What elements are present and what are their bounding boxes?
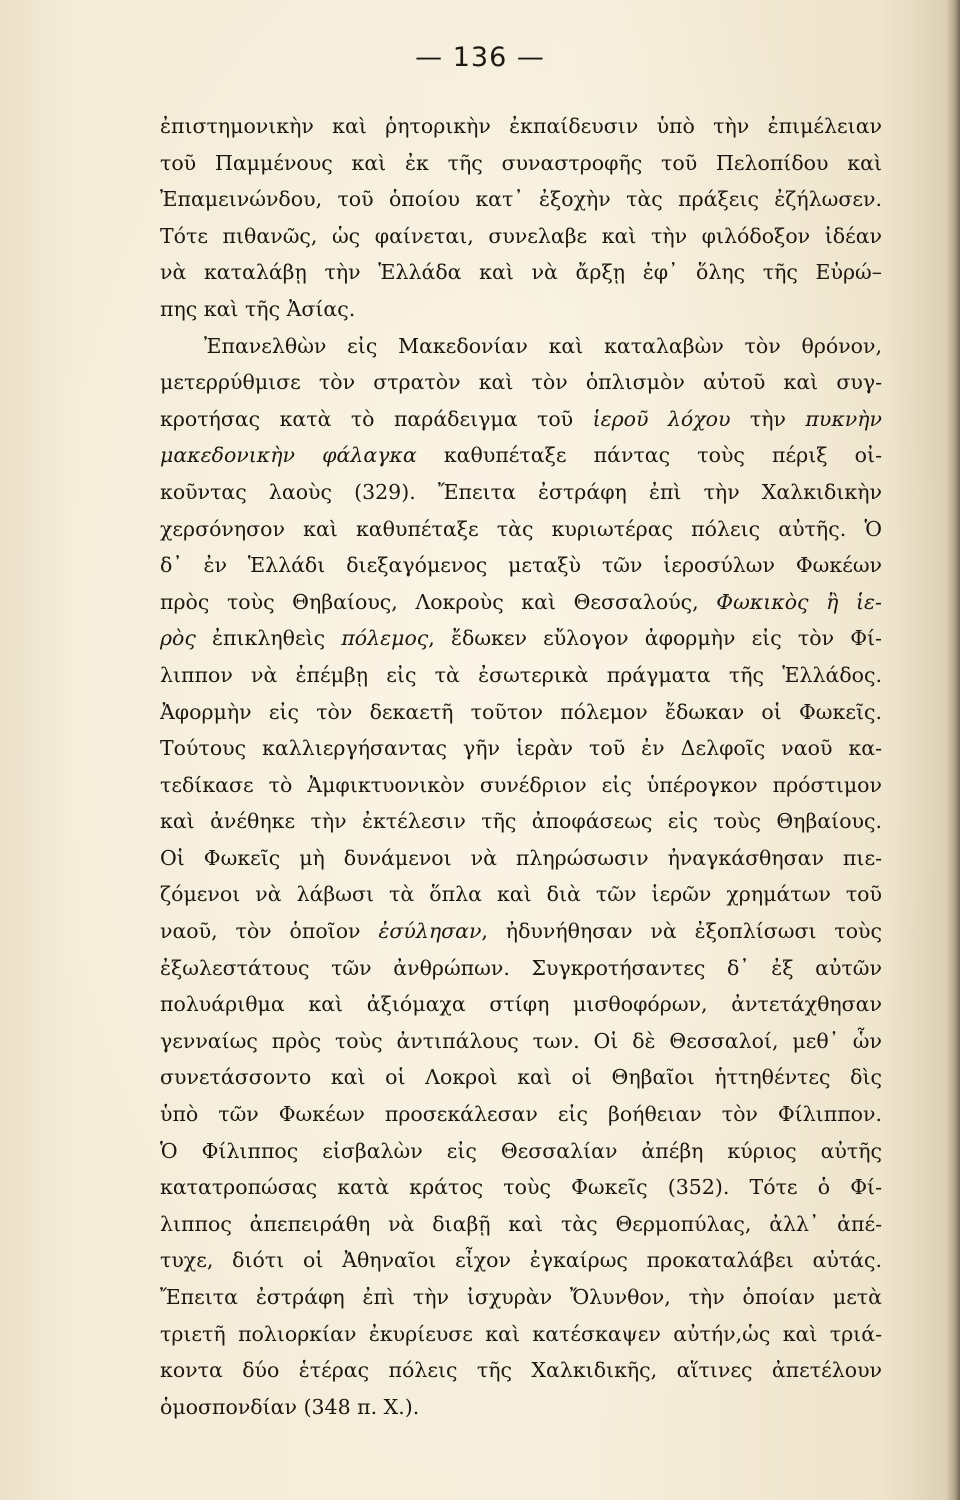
text-line — [160, 1023, 882, 1060]
text-run: καθυπέταξε πάντας τοὺς πέριξ οἰ- — [416, 443, 882, 468]
text-run: τεδίκασε τὸ Ἀμφικτυονικὸν συνέδριον εἰς ὑπέρογκον πρόστιμον — [160, 772, 882, 797]
text-line — [160, 108, 882, 145]
text-run: Ἐπανελθὼν εἰς Μακεδονίαν καὶ καταλαβὼν τὸν θρόνον, — [204, 333, 882, 358]
italic-text: ἐσύλησαν — [378, 919, 482, 944]
text-line — [160, 876, 882, 913]
text-run: λιππος ἀπεπειράθη νὰ διαβῇ καὶ τὰς Θερμοπύλας, ἀλλ᾽ ἀπέ- — [160, 1211, 882, 1236]
text-line — [160, 437, 882, 474]
page-edge-shadow — [946, 0, 960, 1500]
text-line — [160, 181, 882, 218]
text-line — [160, 145, 882, 182]
text-run: ἐξωλεστάτους τῶν ἀνθρώπων. Συγκροτήσαντες δ᾽ ἐξ αὐτῶν — [160, 955, 882, 980]
text-run: κοντα δύο ἑτέρας πόλεις τῆς Χαλκιδικῆς, αἵτινες ἀπετέλουν — [160, 1358, 882, 1383]
text-run: ναοῦ, τὸν ὁποῖον — [160, 919, 379, 944]
italic-text: ἱεροῦ λόχου — [592, 406, 731, 431]
text-line — [160, 1316, 882, 1353]
page-number: — 136 — — [415, 42, 545, 73]
italic-text: μακεδονικὴν φάλαγκα — [160, 443, 417, 468]
text-line — [160, 1352, 882, 1389]
text-run: ὁμοσπονδίαν (348 π. Χ.). — [160, 1394, 420, 1419]
text-line — [160, 291, 882, 328]
text-run: Ἔπειτα ἐστράφη ἐπὶ τὴν ἰσχυρὰν Ὄλυνθον, τὴν ὁποίαν μετὰ — [160, 1285, 882, 1309]
text-run: Ἐπαμεινώνδου, τοῦ ὁποίου κατ᾽ ἐξοχὴν τὰς πράξεις ἐζήλωσεν. — [160, 187, 882, 212]
text-line — [160, 1169, 882, 1206]
text-run: πρὸς τοὺς Θηβαίους, Λοκροὺς καὶ Θεσσαλούς, — [160, 589, 717, 614]
text-line — [160, 1206, 882, 1243]
text-run: Οἱ Φωκεῖς μὴ δυνάμενοι νὰ πληρώσωσιν ἠναγκάσθησαν πιε- — [160, 845, 882, 870]
text-run: , ἠδυνήθησαν νὰ ἐξοπλίσωσι τοὺς — [481, 919, 882, 944]
text-line — [160, 730, 882, 767]
text-line — [160, 474, 882, 511]
text-run: συνετάσσοντο καὶ οἱ Λοκροὶ καὶ οἱ Θηβαῖοι ἡττηθέντες δὶς — [160, 1065, 882, 1090]
text-run: χερσόνησον καὶ καθυπέταξε τὰς κυριωτέρας πόλεις αὐτῆς. Ὁ — [160, 516, 882, 541]
text-line — [160, 950, 882, 987]
text-run: δ᾽ ἐν Ἑλλάδι διεξαγόμενος μεταξὺ τῶν ἱεροσύλων Φωκέων — [160, 553, 882, 578]
text-line — [160, 1279, 882, 1316]
text-run: Τούτους καλλιεργήσαντας γῆν ἱερὰν τοῦ ἐν Δελφοῖς ναοῦ κα- — [160, 736, 882, 761]
text-line — [160, 218, 882, 255]
text-line — [160, 1389, 882, 1426]
text-run: ὑπὸ τῶν Φωκέων προσεκάλεσαν εἰς βοήθειαν τὸν Φίλιππον. — [160, 1102, 882, 1127]
text-line — [160, 986, 882, 1023]
text-line — [160, 511, 882, 548]
text-line — [160, 1242, 882, 1279]
text-run: ζόμενοι νὰ λάβωσι τὰ ὅπλα καὶ διὰ τῶν ἱερῶν χρημάτων τοῦ — [160, 882, 882, 907]
text-run: πολυάριθμα καὶ ἀξιόμαχα στίφη μισθοφόρων, ἀντετάχθησαν — [160, 992, 882, 1017]
text-line — [160, 328, 882, 365]
text-run: τυχε, διότι οἱ Ἀθηναῖοι εἶχον ἐγκαίρως προκαταλάβει αὐτάς. — [160, 1248, 882, 1273]
italic-text: Φωκικὸς ἢ ἱε- — [716, 589, 882, 614]
text-line — [160, 913, 882, 950]
text-run: κατατροπώσας κατὰ κράτος τοὺς Φωκεῖς (352). Τότε ὁ Φί- — [160, 1175, 882, 1200]
text-line — [160, 657, 882, 694]
text-run: , ἔδωκεν εὔλογον ἀφορμὴν εἰς τὸν Φί- — [428, 626, 882, 651]
text-run: τριετῆ πολιορκίαν ἐκυρίευσε καὶ κατέσκαψεν αὐτήν,ὡς καὶ τριά- — [160, 1321, 882, 1346]
text-line — [160, 694, 882, 731]
text-run: Ἀφορμὴν εἰς τὸν δεκαετῆ τοῦτον πόλεμον ἔδωκαν οἱ Φωκεῖς. — [160, 699, 882, 724]
italic-text: πυκνὴν — [805, 406, 882, 431]
italic-text: πόλεμος — [341, 626, 429, 651]
text-run: ἐπιστημονικὴν καὶ ῥητορικὴν ἐκπαίδευσιν ὑπὸ τὴν ἐπιμέλειαν — [160, 114, 882, 138]
text-line — [160, 254, 882, 291]
text-line — [160, 803, 882, 840]
text-line — [160, 1059, 882, 1096]
text-line — [160, 401, 882, 438]
text-line — [160, 547, 882, 584]
text-run: νὰ καταλάβῃ τὴν Ἑλλάδα καὶ νὰ ἄρξῃ ἐφ᾽ ὅλης τῆς Εὐρώ– — [160, 260, 882, 285]
text-line — [160, 584, 882, 621]
text-run: κροτήσας κατὰ τὸ παράδειγμα τοῦ — [160, 406, 593, 431]
text-line — [160, 767, 882, 804]
text-run: μετερρύθμισε τὸν στρατὸν καὶ τὸν ὁπλισμὸν αὐτοῦ καὶ συγ- — [160, 370, 882, 395]
text-line — [160, 1096, 882, 1133]
text-run: ἐπικληθεὶς — [195, 626, 342, 651]
text-line — [160, 1133, 882, 1170]
text-run: πης καὶ τῆς Ἀσίας. — [160, 296, 356, 321]
text-line — [160, 364, 882, 401]
text-line — [160, 840, 882, 877]
text-run: τὴν — [730, 406, 806, 431]
text-run: γενναίως πρὸς τοὺς ἀντιπάλους των. Οἱ δὲ Θεσσαλοί, μεθ᾽ ὧν — [160, 1028, 882, 1053]
italic-text: ρὸς — [160, 626, 196, 651]
text-run: τοῦ Παμμένους καὶ ἐκ τῆς συναστροφῆς τοῦ Πελοπίδου καὶ — [160, 150, 882, 175]
text-run: Τότε πιθανῶς, ὡς φαίνεται, συνελαβε καὶ τὴν φιλόδοξον ἰδέαν — [160, 223, 882, 248]
text-run: Ὁ Φίλιππος εἰσβαλὼν εἰς Θεσσαλίαν ἀπέβη κύριος αὐτῆς — [160, 1138, 882, 1163]
text-run: λιππον νὰ ἐπέμβῃ εἰς τὰ ἐσωτερικὰ πράγματα τῆς Ἑλλάδος. — [160, 662, 882, 687]
text-run: καὶ ἀνέθηκε τὴν ἐκτέλεσιν τῆς ἀποφάσεως εἰς τοὺς Θηβαίους. — [160, 809, 882, 834]
text-run: κοῦντας λαοὺς (329). Ἔπειτα ἐστράφη ἐπὶ τὴν Χαλκιδικὴν — [160, 479, 882, 504]
body-text — [160, 108, 882, 1425]
text-line — [160, 620, 882, 657]
